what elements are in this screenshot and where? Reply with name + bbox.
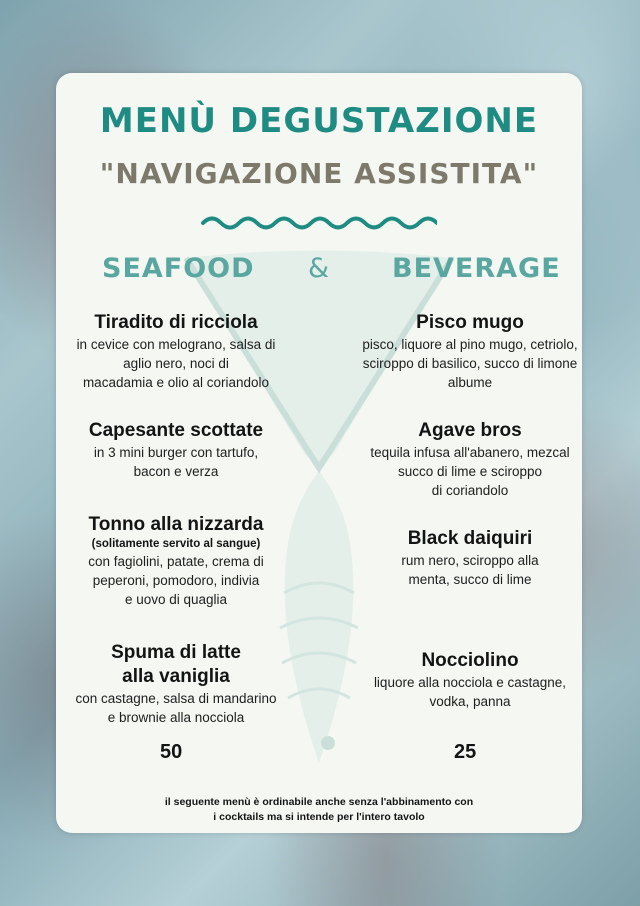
drink-name: Agave bros [418, 420, 522, 441]
list-item [332, 311, 608, 392]
dish-note: (solitamente servito al sangue) [91, 538, 261, 550]
wave-divider-icon [201, 213, 437, 233]
section-seafood: SEAFOOD [102, 253, 255, 284]
drink-description: tequila infusa all'abanero, mezcal succo di lime e sciroppo di coriandolo [370, 445, 570, 498]
dish-description: in cevice con melograno, salsa di aglio nero, noci di macadamia e olio al coriandolo [76, 337, 276, 390]
dish-description: con castagne, salsa di mandarino e brownie alla nocciola [75, 691, 277, 725]
section-ampersand: & [308, 253, 331, 284]
drink-name: Pisco mugo [416, 312, 524, 333]
drink-description: liquore alla nocciola e castagne, vodka, panna [373, 675, 567, 709]
beverage-price: 25 [454, 741, 477, 763]
list-item [56, 641, 296, 727]
drink-name: Nocciolino [421, 650, 519, 671]
footer-note: il seguente menù è ordinabile anche senza l'abbinamento con i cocktails ma si intende per l'intero tavolo [164, 796, 474, 823]
list-item [332, 649, 608, 711]
list-item [332, 419, 608, 500]
list-item [332, 527, 608, 589]
menu-card [56, 73, 582, 833]
list-item [56, 419, 296, 481]
dish-name: Capesante scottate [88, 420, 264, 441]
drink-name: Black daiquiri [407, 528, 533, 549]
dish-name: Tonno alla nizzarda [88, 514, 264, 535]
section-beverage: BEVERAGE [392, 253, 561, 284]
dish-description: con fagiolini, patate, crema di peperoni, pomodoro, indivia e uovo di quaglia [88, 554, 264, 607]
list-item [56, 513, 296, 609]
page-title: MENÙ DEGUSTAZIONE [99, 101, 539, 141]
drink-description: rum nero, sciroppo alla menta, succo di lime [401, 553, 539, 587]
dish-name: Tiradito di ricciola [94, 312, 258, 333]
dish-description: in 3 mini burger con tartufo, bacon e verza [93, 445, 259, 479]
dish-name: Spuma di latte alla vaniglia [111, 642, 241, 687]
list-item [56, 311, 296, 392]
page-subtitle: "NAVIGAZIONE ASSISTITA" [99, 157, 539, 190]
seafood-price: 50 [160, 741, 183, 763]
drink-description: pisco, liquore al pino mugo, cetriolo, sciroppo di basilico, succo di limone albume [362, 337, 578, 390]
